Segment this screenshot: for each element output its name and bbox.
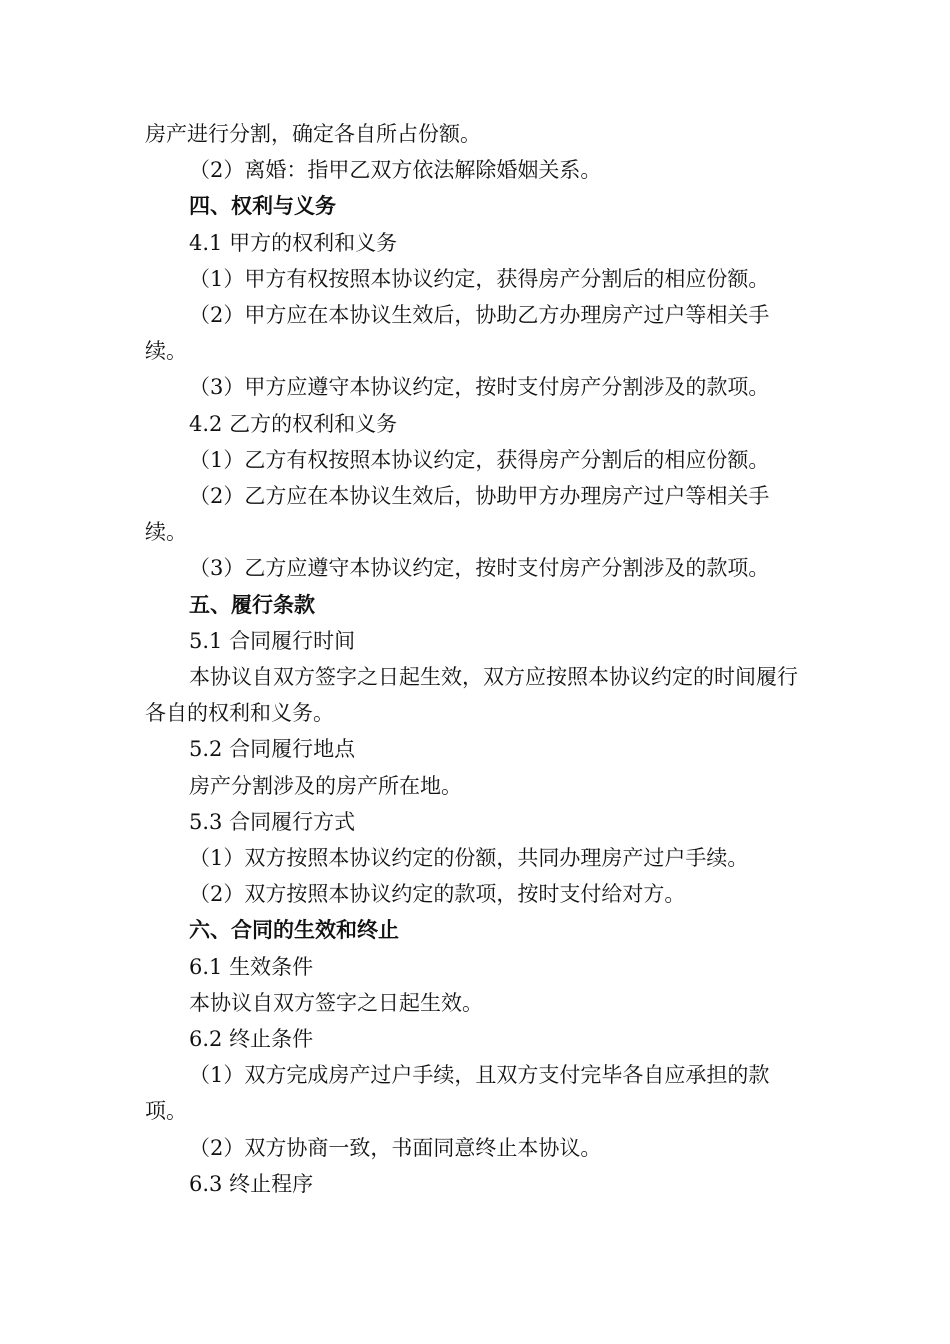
paragraph: 本协议自双方签字之日起生效。 — [189, 990, 483, 1015]
paragraph: 本协议自双方签字之日起生效，双方应按照本协议约定的时间履行各自的权利和义务。 — [145, 665, 798, 726]
paragraph: （1）双方完成房产过户手续，且双方支付完毕各自应承担的款项。 — [145, 1063, 770, 1124]
paragraph: 4.1 甲方的权利和义务 — [189, 230, 398, 255]
paragraph: （3）甲方应遵守本协议约定，按时支付房产分割涉及的款项。 — [189, 375, 770, 400]
paragraph: （1）乙方有权按照本协议约定，获得房产分割后的相应份额。 — [189, 447, 770, 472]
section-heading: 六、合同的生效和终止 — [189, 917, 399, 943]
paragraph: （2）双方按照本协议约定的款项，按时支付给对方。 — [189, 882, 686, 907]
paragraph: （2）乙方应在本协议生效后，协助甲方办理房产过户等相关手续。 — [145, 484, 770, 545]
section-heading: 五、履行条款 — [189, 591, 315, 617]
paragraph: 5.1 合同履行时间 — [189, 628, 356, 653]
paragraph: （2）双方协商一致，书面同意终止本协议。 — [189, 1135, 602, 1160]
paragraph: 6.3 终止程序 — [189, 1171, 314, 1196]
paragraph: （1）甲方有权按照本协议约定，获得房产分割后的相应份额。 — [189, 266, 770, 291]
paragraph: 房产分割涉及的房产所在地。 — [189, 773, 462, 798]
paragraph: 4.2 乙方的权利和义务 — [189, 411, 398, 436]
paragraph: （3）乙方应遵守本协议约定，按时支付房产分割涉及的款项。 — [189, 556, 770, 581]
paragraph: 5.3 合同履行方式 — [189, 809, 356, 834]
document-body — [145, 116, 809, 1202]
paragraph: （2）甲方应在本协议生效后，协助乙方办理房产过户等相关手续。 — [145, 303, 770, 364]
paragraph: （1）双方按照本协议约定的份额，共同办理房产过户手续。 — [189, 846, 749, 871]
paragraph: 6.1 生效条件 — [189, 954, 314, 979]
section-heading: 四、权利与义务 — [189, 193, 336, 219]
paragraph: 房产进行分割，确定各自所占份额。 — [145, 122, 481, 146]
paragraph: （2）离婚：指甲乙双方依法解除婚姻关系。 — [189, 158, 602, 183]
paragraph: 6.2 终止条件 — [189, 1027, 314, 1052]
paragraph: 5.2 合同履行地点 — [189, 737, 356, 762]
